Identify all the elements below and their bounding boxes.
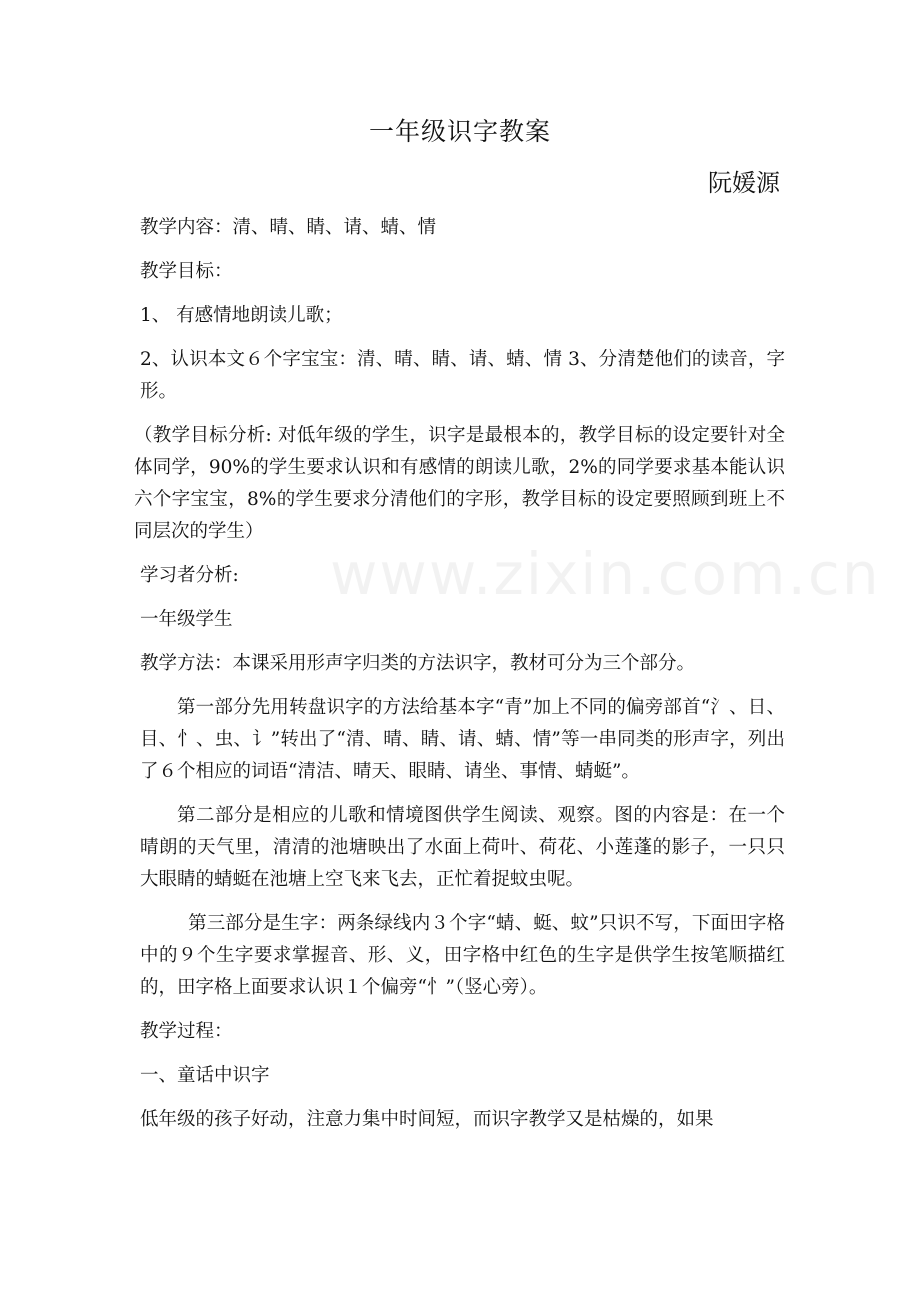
document-title: 一年级识字教案 (368, 117, 551, 146)
paragraph-goal-1: 1、 有感情地朗读儿歌； (140, 305, 343, 326)
paragraph-process-heading: 教学过程： (140, 1021, 233, 1042)
paragraph-section-1-text: 低年级的孩子好动，注意力集中时间短，而识字教学又是枯燥的，如果 (140, 1109, 714, 1130)
paragraph-teaching-method: 教学方法：本课采用形声字归类的方法识字，教材可分为三个部分。 (140, 653, 696, 674)
paragraph-section-1-heading: 一、童话中识字 (140, 1065, 270, 1086)
paragraph-learner-analysis-heading: 学习者分析: (140, 565, 239, 586)
paragraph-part-1: 第一部分先用转盘识字的方法给基本字“青”加上不同的偏旁部首“氵、日、目、忄、虫、讠”转出了“清、晴、睛、请、蜻、情”等一串同类的形声字，列出了６个相应的词语“清洁、晴天、眼睛、请坐、事情、蜻蜓”。 (140, 697, 785, 782)
paragraph-goal-2: 2、认识本文６个字宝宝：清、晴、睛、请、蜻、情 3、分清楚他们的读音，字形。 (140, 349, 785, 402)
paragraph-learner: 一年级学生 (140, 609, 233, 630)
paragraph-goal-analysis: （教学目标分析: 对低年级的学生，识字是最根本的，教学目标的设定要针对全体同学，90%的学生要求认识和有感情的朗读儿歌，2%的同学要求基本能认识六个字宝宝，8%的学生要求分清他们的字形，教学目标的设定要照顾到班上不同层次的学生） (134, 425, 785, 542)
document-author: 阮媛源 (708, 169, 780, 197)
watermark: www.zixin.com.cn (330, 540, 881, 608)
paragraph-teaching-content: 教学内容：清、晴、睛、请、蜻、情 (140, 217, 437, 238)
paragraph-part-2: 第二部分是相应的儿歌和情境图供学生阅读、观察。图的内容是：在一个晴朗的天气里，清清的池塘映出了水面上荷叶、荷花、小莲蓬的影子，一只只大眼睛的蜻蜓在池塘上空飞来飞去，正忙着捉蚊虫呢。 (140, 805, 785, 890)
paragraph-part-3: 第三部分是生字：两条绿线内３个字“蜻、蜓、蚊”只识不写，下面田字格中的９个生字要求掌握音、形、义，田字格中红色的生字是供学生按笔顺描红的，田字格上面要求认识１个偏旁“忄”（竖心旁）。 (140, 913, 785, 998)
document-body (134, 212, 785, 1148)
paragraph-teaching-goals-heading: 教学目标： (140, 261, 233, 282)
